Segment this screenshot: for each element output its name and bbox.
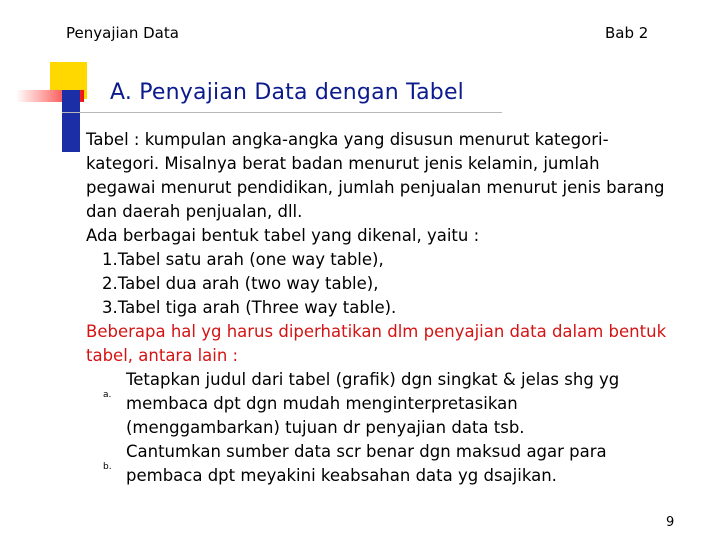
- sub-item-b: [86, 440, 706, 472]
- text-line: pegawai menurut pendidikan, jumlah penjualan menurut jenis barang: [86, 178, 665, 197]
- text-line: Ada berbagai bentuk tabel yang dikenal, yaitu :: [86, 226, 480, 245]
- header-right: Bab 2: [605, 24, 649, 42]
- highlight-line: Beberapa hal yg harus diperhatikan dlm penyajian data dalam bentuk: [86, 322, 667, 341]
- sub-item-text: pembaca dpt meyakini keabsahan data yg dsajikan.: [126, 466, 557, 485]
- highlight-line: tabel, antara lain :: [86, 346, 239, 365]
- title-underline: [62, 112, 502, 113]
- text-line: kategori. Misalnya berat badan menurut jenis kelamin, jumlah: [86, 154, 600, 173]
- header-left: Penyajian Data: [66, 24, 179, 42]
- text-line: Tabel : kumpulan angka-angka yang disusun menurut kategori-: [86, 130, 609, 149]
- sub-item-text: Tetapkan judul dari tabel (grafik) dgn singkat & jelas shg yg: [126, 370, 620, 389]
- sub-item-text: Cantumkan sumber data scr benar dgn maksud agar para: [126, 442, 607, 461]
- sub-item-text: membaca dpt dgn mudah menginterpretasikan: [126, 394, 518, 413]
- sub-item-a: [86, 368, 706, 400]
- text-line: dan daerah penjualan, dll.: [86, 202, 303, 221]
- list-item: 3.Tabel tiga arah (Three way table).: [102, 298, 397, 317]
- slide-title: A. Penyajian Data dengan Tabel: [110, 80, 464, 105]
- page-number: 9: [666, 515, 675, 530]
- body-text: [86, 128, 706, 488]
- list-item: 2.Tabel dua arah (two way table),: [102, 274, 379, 293]
- sub-item-marker: a.: [103, 390, 112, 400]
- sub-item-marker: b.: [103, 462, 112, 472]
- sub-item-text: (menggambarkan) tujuan dr penyajian data tsb.: [126, 418, 525, 437]
- decor-blue-line: [78, 100, 80, 120]
- list-item: 1.Tabel satu arah (one way table),: [102, 250, 384, 269]
